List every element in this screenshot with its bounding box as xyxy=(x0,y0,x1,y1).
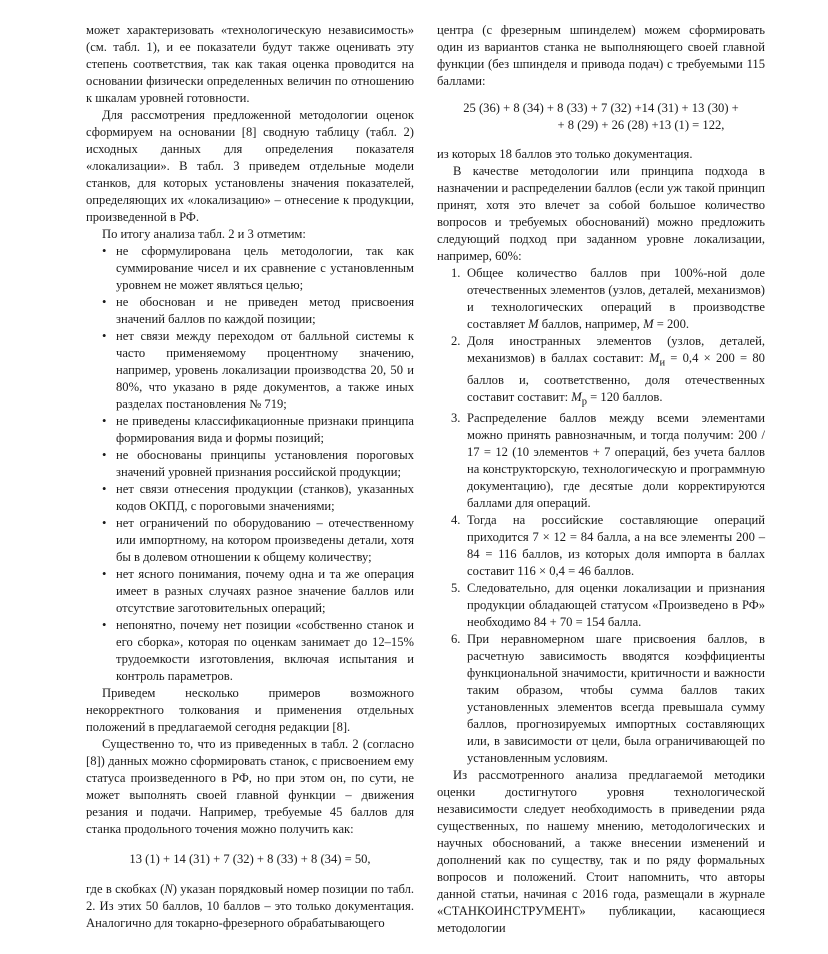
paragraph-center: центра (с фрезерным шпинделем) можем сформировать один из вариантов станка не выполняющего своей главной функции (без шпинделя и привода подач) с требуемыми 115 баллами: xyxy=(437,23,765,88)
item-text: Следовательно, для оценки локализации и признания продукции обладающей статусом «Произведено в РФ» необходимо 84 + 70 = 154 балла. xyxy=(467,581,765,630)
list-item xyxy=(437,265,765,333)
list-item: • нет ограничений по оборудованию – отечественному или импортному, на котором произведены детали, хотя бы в долевом отношении к общему количеству; xyxy=(86,515,414,566)
variable-m: M xyxy=(528,317,539,331)
paragraph-conclusion: Из рассмотренного анализа предлагаемой методики оценки достигнутого уровня технологической независимости следует необходимость в приведении ряда существенных, по нашему мнению, методологических и научных обоснований, а также внесении изменений и дополнений как по существу, так и по ряду формальных вопросов и положений. Стоит напомнить, что авторы данной статьи, начиная с 2016 года, размещали в журнале «СТАНКОИНСТРУМЕНТ» публикации, касающиеся методологии xyxy=(437,768,765,936)
item-text: = 120 баллов. xyxy=(587,389,663,404)
item-number: 1. xyxy=(451,266,461,280)
list-item: • нет связи между переходом от балльной системы к часто применяемому процентному значению, например, уровень локализации производства 20, 50 и 80%, что указано в ряде документов, а также иных разделах постановления № 719; xyxy=(86,328,414,413)
subscript: и xyxy=(659,357,666,369)
list-item: • не обоснованы принципы установления пороговых значений уровней признания российской продукции; xyxy=(86,447,414,481)
variable-m: M xyxy=(571,389,582,404)
list-item xyxy=(437,410,765,512)
paragraph-essential: Существенно то, что из приведенных в табл. 2 (согласно [8]) данных можно сформировать станок, с присвоением ему статуса произведенного в РФ, но при этом он, по сути, не может выполнять своей главной функции – движения резания и подачи. Например, требуемые 45 баллов для станка продольного точения можно получить как: xyxy=(86,737,414,836)
right-column xyxy=(437,22,765,937)
paragraph-docs: из которых 18 баллов это только документация. xyxy=(437,147,693,161)
list-item: • непонятно, почему нет позиции «собственно станок и его сборка», которая по оценкам занимает до 12–15% трудоемкости изготовления, включая испытания и контроль параметров. xyxy=(86,617,414,685)
formula-lathe: 13 (1) + 14 (31) + 7 (32) + 8 (33) + 8 (34) = 50, xyxy=(129,852,371,866)
paragraph-results: По итогу анализа табл. 2 и 3 отметим: xyxy=(102,227,306,241)
paragraph-where xyxy=(86,881,414,932)
variable-m: M xyxy=(643,317,654,331)
item-number: 4. xyxy=(451,513,461,528)
list-item: • нет связи отнесения продукции (станков), указанных кодов ОКПД, с пороговыми значениями; xyxy=(86,481,414,515)
list-item: • не обоснован и не приведен метод присвоения значений баллов по каждой позиции; xyxy=(86,294,414,328)
item-text: При неравномерном шаге присвоения баллов, в расчетную зависимость вводятся коэффициенты функциональной значимости, критичности и важности таким образом, чтобы сумма баллов таких установленных элементов всегда превышала сумму баллов, прогнозируемых импортных составляющих или, в зависимости от цели, была ограничивающей по установленным условиям. xyxy=(467,632,765,766)
paragraph-examples: Приведем несколько примеров возможного некорректного толкования и применения отдельных положений в предлагаемой сегодня редакции [8]. xyxy=(86,686,414,734)
item-text: = 0,4 × 200 = 80 баллов и, соответственно, доля отечественных составит составит: xyxy=(467,351,765,404)
list-item xyxy=(437,512,765,580)
list-item: • нет ясного понимания, почему одна и та же операция имеет в разных случаях разное значение баллов или отсутствие заготовительных операций; xyxy=(86,566,414,617)
item-number: 2. xyxy=(451,334,461,348)
item-number: 6. xyxy=(451,632,461,647)
item-text: = 200. xyxy=(653,317,690,331)
where-text-end: ) указан порядковый номер позиции по табл. 2. Из этих 50 баллов, 10 баллов – это только документация. Аналогично для токарно-фрезерного обрабатывающего xyxy=(86,882,414,930)
bullet-list xyxy=(86,243,414,685)
variable-m: M xyxy=(648,351,660,365)
item-text: Тогда на российские составляющие операций приходится 7 × 12 = 84 балла, а на все элементы 200 – 84 = 116 баллов, из которых доля импорта в баллах составит 116 × 0,4 = 46 баллов. xyxy=(467,513,765,579)
formula-line-2: + 8 (29) + 26 (28) +13 (1) = 122, xyxy=(557,118,725,132)
item-text: Доля иностранных элементов (узлов, деталей, механизмов) в баллах составит: xyxy=(467,334,765,365)
where-text-start: где в скобках ( xyxy=(86,882,165,896)
formula-line-1: 25 (36) + 8 (34) + 8 (33) + 7 (32) +14 (31) + 13 (30) + xyxy=(463,101,739,115)
list-item xyxy=(437,580,765,631)
list-item: • не сформулирована цель методологии, так как суммирование чисел и их сравнение с установленным уровнем не может являться целью; xyxy=(86,243,414,294)
variable-n: N xyxy=(164,882,173,896)
paragraph-review: Для рассмотрения предложенной методологии оценок сформируем на основании [8] сводную таблицу (табл. 2) исходных данных для определения показателя «локализации». В табл. 3 приведем отдельные модели станков, для которых установлены значения показателей, определяющих их «локализацию» – отнесение к продукции, произведенной в РФ. xyxy=(86,108,414,224)
list-item: • не приведены классификационные признаки принципа формирования вида и формы позиций; xyxy=(86,413,414,447)
list-item xyxy=(437,631,765,767)
left-column xyxy=(86,22,414,932)
numbered-list xyxy=(437,265,765,767)
item-number: 3. xyxy=(451,411,461,426)
paragraph-intro: может характеризовать «технологическую независимость» (см. табл. 1), и ее показатели будут также оценивать эту степень соответствия, так как такая оценка проводится на основании физически определенных величин по отношению к шкалам уровней готовности. xyxy=(86,23,414,105)
list-item xyxy=(437,333,765,410)
item-number: 5. xyxy=(451,581,461,596)
paragraph-method: В качестве методологии или принципа подхода в назначении и распределении баллов (если уж такой принцип принят, хотя это влечет за собой большое количество вопросов и требуемых обоснований) можно предложить следующий подход при заданном уровне локализации, например, 60%: xyxy=(437,164,765,263)
item-text: баллов, например, xyxy=(538,317,644,331)
subscript: р xyxy=(581,396,587,408)
formula-milling-center xyxy=(437,100,765,134)
item-text: Общее количество баллов при 100%-ной доле отечественных элементов (узлов, деталей, механизмов) и технологических операций в производстве составляет xyxy=(467,266,765,331)
item-text: Распределение баллов между всеми элементами можно принять равнозначным, и тогда получим: 200 / 17 = 12 (10 элементов + 7 операций, без учета баллов на конструкторскую, технологическую и программную документацию), где десятые доли корректируются баллами для операций. xyxy=(467,411,765,511)
